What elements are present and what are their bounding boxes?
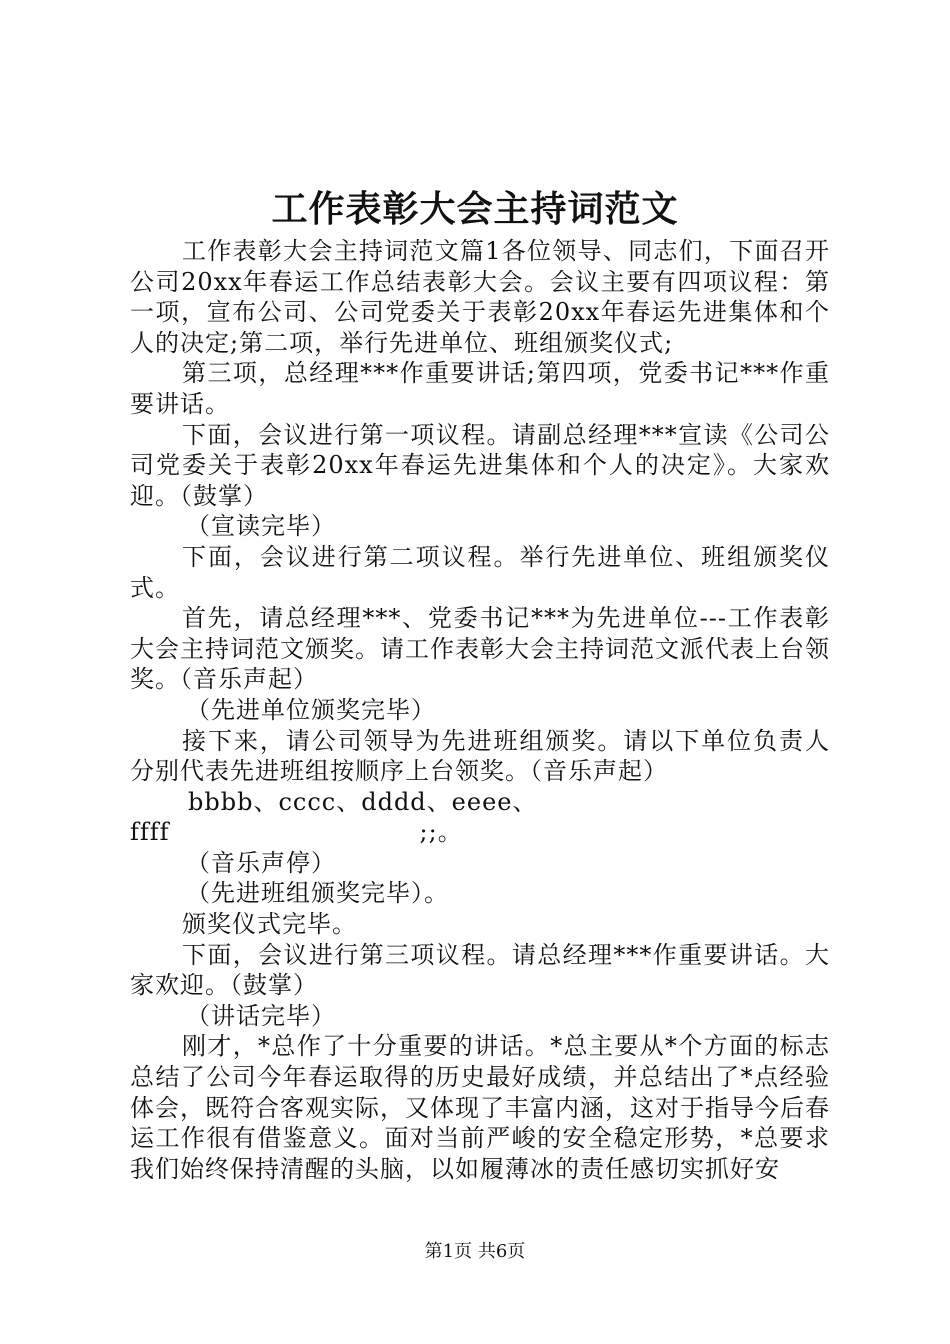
paragraph: （先进班组颁奖完毕）。 <box>186 879 449 908</box>
document-body <box>130 236 830 1184</box>
paragraph: （先进单位颁奖完毕） <box>186 695 436 724</box>
paragraph: bbbb、cccc、dddd、eeee、ffff ;;。 <box>130 787 538 847</box>
paragraph: 颁奖仪式完毕。 <box>182 910 357 939</box>
paragraph: （讲话完毕） <box>186 1001 336 1030</box>
paragraph: 第三项，总经理***作重要讲话;第四项，党委书记***作重要讲话。 <box>130 359 830 418</box>
paragraph: 首先，请总经理***、党委书记***为先进单位---工作表彰大会主持词范文颁奖。请工作表彰大会主持词范文派代表上台领奖。（音乐声起） <box>130 604 830 694</box>
page-footer: 第1页 共6页 <box>424 1241 526 1262</box>
paragraph: 工作表彰大会主持词范文篇1各位领导、同志们，下面召开公司20xx年春运工作总结表彰大会。会议主要有四项议程：第一项，宣布公司、公司党委关于表彰20xx年春运先进集体和个人的决定;第二项，举行先进单位、班组颁奖仪式; <box>130 237 830 357</box>
paragraph: 下面，会议进行第三项议程。请总经理***作重要讲话。大家欢迎。（鼓掌） <box>130 940 830 1000</box>
document-title: 工作表彰大会主持词范文 <box>271 188 679 230</box>
paragraph: 下面，会议进行第二项议程。举行先进单位、班组颁奖仪式。 <box>130 542 830 602</box>
paragraph: （音乐声停） <box>186 848 336 877</box>
paragraph: 刚才，*总作了十分重要的讲话。*总主要从*个方面的标志总结了公司今年春运取得的历史最好成绩，并总结出了*点经验体会，既符合客观实际，又体现了丰富内涵，这对于指导今后春运工作很有借鉴意义。面对当前严峻的安全稳定形势，*总要求我们始终保持清醒的头脑，以如履薄冰的责任感切实抓好安 <box>130 1032 830 1183</box>
paragraph: 接下来，请公司领导为先进班组颁奖。请以下单位负责人分别代表先进班组按顺序上台领奖。（音乐声起） <box>130 726 830 786</box>
paragraph: 下面，会议进行第一项议程。请副总经理***宣读《公司公司党委关于表彰20xx年春运先进集体和个人的决定》。大家欢迎。（鼓掌） <box>130 420 830 510</box>
paragraph: （宣读完毕） <box>186 512 336 541</box>
